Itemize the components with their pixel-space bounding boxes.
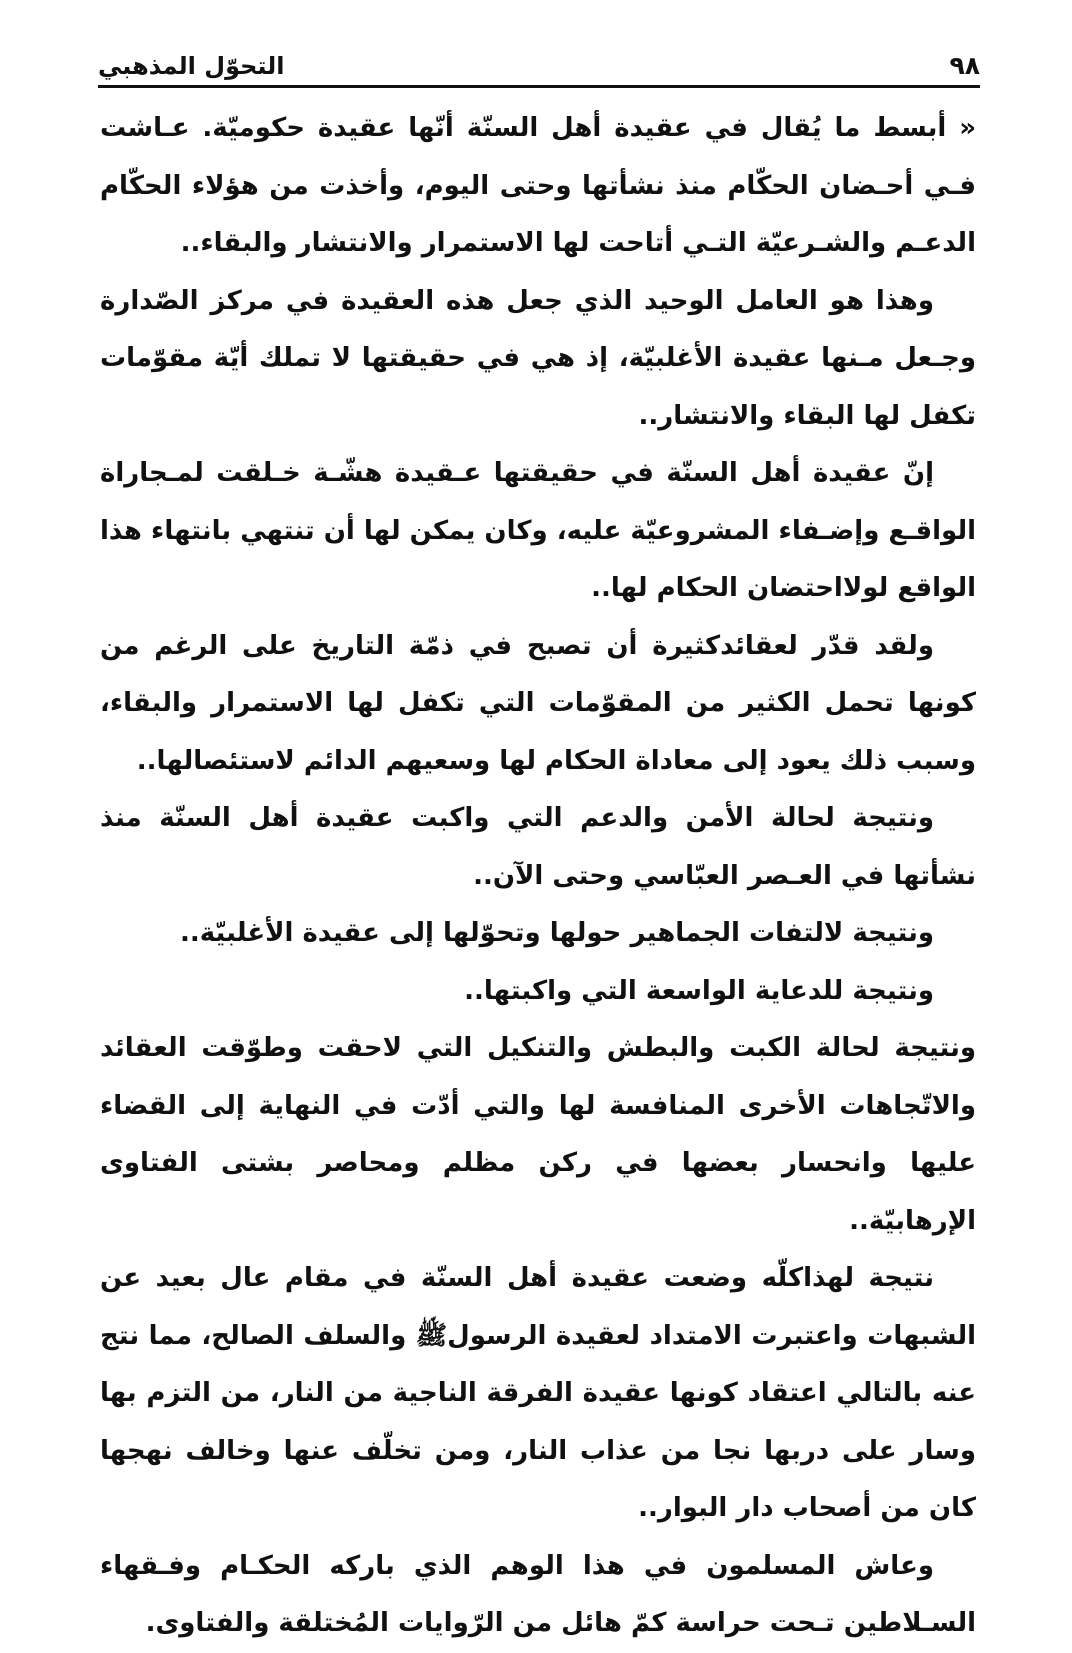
page-header [98, 38, 980, 78]
paragraph: ونتيجة لالتفات الجماهير حولها وتحوّلها إلى عقيدة الأغلبيّة.. [180, 918, 934, 948]
paragraph: ونتيجة للدعاية الواسعة التي واكبتها.. [464, 975, 934, 1006]
page-number: ٩٨ [949, 51, 980, 80]
paragraph: نتيجة لهذاكلّه وضعت عقيدة أهل السنّة في مقام عال بعيد عن الشبهات واعتبرت الامتداد لعقيدة الرسولﷺ والسلف الصالح، مما نتج عنه بالتالي اعتقاد كونها عقيدة الفرقة الناجية من النار، من التزم بها وسار على دربها نجا من عذاب النار، ومن تخلّف عنها وخالف نهجها كان من أصحاب دار البوار.. [100, 1263, 976, 1523]
running-title: التحوّل المذهبي [98, 52, 285, 80]
paragraph: وعاش المسلمون في هذا الوهم الذي باركه الحكـام وفـقهاء السـلاطين تـحت حراسة كمّ هائل من الرّوايات المُختلقة والفتاوى. [100, 1550, 976, 1638]
paragraph: « أبسط ما يُقال في عقيدة أهل السنّة أنّها عقيدة حكوميّة. عـاشت فـي أحـضان الحكّام منذ نشأتها وحتى اليوم، وأخذت من هؤلاء الحكّام الدعـم والشـرعيّة التـي أتاحت لها الاستمرار والانتشار والبقاء.. [100, 113, 976, 258]
paragraph: ونتيجة لحالة الأمن والدعم التي واكبت عقيدة أهل السنّة منذ نشأتها في العـصر العبّاسي وحتى الآن.. [100, 803, 976, 891]
paragraph: ولقد قدّر لعقائدكثيرة أن تصبح في ذمّة التاريخ على الرغم من كونها تحمل الكثير من المقوّمات التي تكفل لها الاستمرار والبقاء، وسبب ذلك يعود إلى معاداة الحكام لها وسعيهم الدائم لاستئصالها.. [100, 630, 976, 776]
header-divider [98, 85, 980, 88]
paragraph: إنّ عقيدة أهل السنّة في حقيقتها عـقيدة هشّـة خـلقت لمـجاراة الواقـع وإضـفاء المشروعيّة عليه، وكان يمكن لها أن تنتهي بانتهاء هذا الواقع لولااحتضان الحكام لها.. [100, 458, 976, 603]
body-text [100, 100, 976, 1653]
paragraph: وهذا هو العامل الوحيد الذي جعل هذه العقيدة في مركز الصّدارة وجـعل مـنها عقيدة الأغلبيّة، إذ هي في حقيقتها لا تملك أيّة مقوّمات تكفل لها البقاء والانتشار.. [100, 285, 976, 431]
paragraph: ونتيجة لحالة الكبت والبطش والتنكيل التي لاحقت وطوّقت العقائد والاتّجاهات الأخرى المنافسة لها والتي أدّت في النهاية إلى القضاء عليها وانحسار بعضها في ركن مظلم ومحاصر بشتى الفتاوى الإرهابيّة.. [100, 1033, 976, 1236]
